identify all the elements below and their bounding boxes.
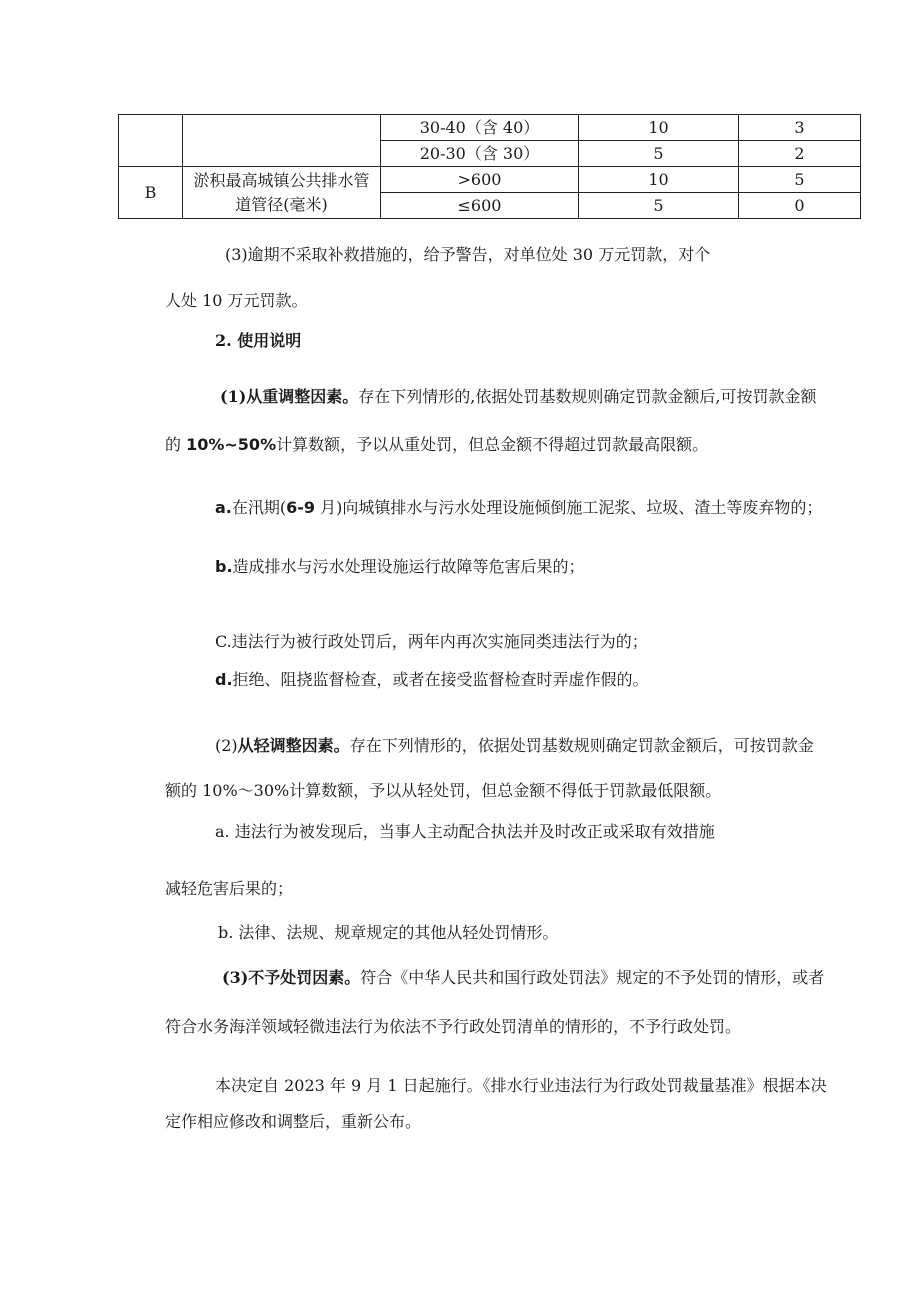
coef-cell: 5 bbox=[579, 141, 739, 167]
paragraph-overdue-line2: 人处 10 万元罚款。 bbox=[165, 291, 308, 310]
light-factors-line2: 额的 10%～30%计算数额，予以从轻处罚，但总金额不得低于罚款最低限额。 bbox=[165, 781, 722, 800]
penalty-basis-table bbox=[118, 114, 861, 219]
table-row bbox=[119, 115, 861, 141]
light-factors-label: 从轻调整因素。 bbox=[237, 736, 350, 755]
item-letter: a. bbox=[215, 498, 232, 517]
heavy-factors-label: (1)从重调整因素。 bbox=[220, 387, 359, 406]
exempt-factors-text: 符合《中华人民共和国行政处罚法》规定的不予处罚的情形，或者 bbox=[360, 968, 825, 987]
heavy-factors-line2 bbox=[165, 433, 708, 457]
heavy-item-b bbox=[215, 555, 585, 579]
table-row bbox=[119, 167, 861, 193]
table-cell-empty bbox=[183, 115, 381, 167]
light-factors-line1 bbox=[215, 734, 814, 758]
closing-line2: 定作相应修改和调整后，重新公布。 bbox=[165, 1112, 422, 1131]
light-factors-text: 存在下列情形的，依据处罚基数规则确定罚款金额后，可按罚款金 bbox=[349, 736, 814, 755]
item-desc-cell: 淤积最高城镇公共排水管道管径(毫米) bbox=[183, 167, 381, 219]
heavy-item-a bbox=[215, 496, 822, 520]
score-cell: 3 bbox=[739, 115, 861, 141]
range-cell: 30-40（含 40） bbox=[381, 115, 579, 141]
light-item-a-line2: 减轻危害后果的； bbox=[165, 879, 294, 898]
heavy-item-d bbox=[215, 668, 649, 692]
item-text: 拒绝、阻挠监督检查，或者在接受监督检查时弄虚作假的。 bbox=[232, 670, 649, 689]
item-letter: b. bbox=[215, 557, 233, 576]
coef-cell: 10 bbox=[579, 115, 739, 141]
item-text: 在汛期( bbox=[231, 498, 287, 517]
heavy-factors-line1 bbox=[220, 385, 816, 409]
closing-line1: 本决定自 2023 年 9 月 1 日起施行。《排水行业违法行为行政处罚裁量基准》根据本决 bbox=[215, 1076, 827, 1095]
heavy-percent-range: 10%~50% bbox=[186, 435, 277, 454]
range-cell: >600 bbox=[381, 167, 579, 193]
heavy-line2-suffix: 计算数额，予以从重处罚，但总金额不得超过罚款最高限额。 bbox=[276, 435, 709, 454]
paragraph-overdue-line1: (3)逾期不采取补救措施的，给予警告，对单位处 30 万元罚款，对个 bbox=[225, 245, 711, 264]
item-text: 造成排水与污水处理设施运行故障等危害后果的； bbox=[232, 557, 585, 576]
item-text: 月)向城镇排水与污水处理设施倾倒施工泥浆、垃圾、渣土等废弃物的； bbox=[315, 498, 823, 517]
light-item-b: b. 法律、法规、规章规定的其他从轻处罚情形。 bbox=[218, 923, 559, 942]
item-code-cell: B bbox=[119, 167, 183, 219]
heavy-line2-prefix: 的 bbox=[165, 435, 187, 454]
score-cell: 2 bbox=[739, 141, 861, 167]
heavy-factors-text: 存在下列情形的,依据处罚基数规则确定罚款金额后,可按罚款金额 bbox=[358, 387, 817, 406]
range-cell: 20-30（含 30） bbox=[381, 141, 579, 167]
coef-cell: 10 bbox=[579, 167, 739, 193]
range-cell: ≤600 bbox=[381, 193, 579, 219]
light-item-a-line1: a. 违法行为被发现后，当事人主动配合执法并及时改正或采取有效措施 bbox=[215, 822, 715, 841]
section-title: 2. 使用说明 bbox=[215, 331, 302, 350]
exempt-factors-line1 bbox=[222, 966, 824, 990]
exempt-factors-line2: 符合水务海洋领域轻微违法行为依法不予行政处罚清单的情形的，不予行政处罚。 bbox=[165, 1017, 742, 1036]
table-cell-empty bbox=[119, 115, 183, 167]
light-factors-number: (2) bbox=[215, 736, 238, 755]
score-cell: 5 bbox=[739, 167, 861, 193]
coef-cell: 5 bbox=[579, 193, 739, 219]
heavy-item-c: C.违法行为被行政处罚后，两年内再次实施同类违法行为的； bbox=[215, 632, 648, 651]
exempt-factors-label: (3)不予处罚因素。 bbox=[222, 968, 361, 987]
item-letter: d. bbox=[215, 670, 233, 689]
item-months: 6-9 bbox=[286, 498, 316, 517]
score-cell: 0 bbox=[739, 193, 861, 219]
